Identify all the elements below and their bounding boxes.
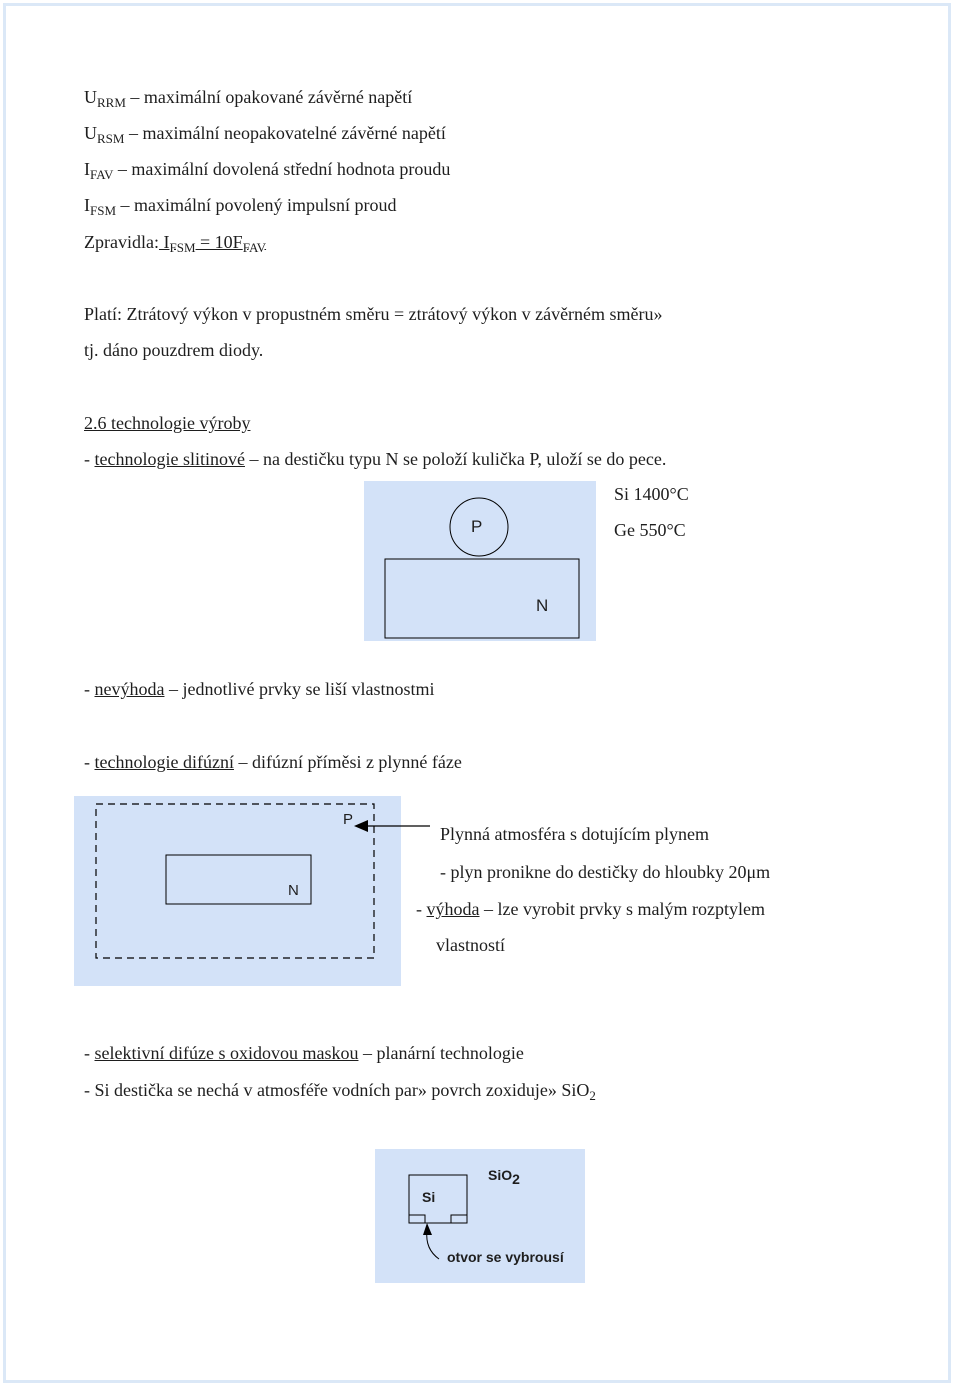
difuzni-line: - technologie difúzní – difúzní příměsi z plynné fáze (84, 752, 462, 772)
selektivni-line: - selektivní difúze s oxidovou maskou – planární technologie (84, 1043, 524, 1063)
slitinove-line: - technologie slitinové – na destičku typu N se položí kulička P, uloží se do pece. (84, 449, 667, 469)
temp-si: Si 1400°C (614, 484, 689, 504)
nevyhoda-line: - nevýhoda – jednotlivé prvky se liší vlastnostmi (84, 679, 435, 699)
hole-pointer-head (423, 1223, 432, 1235)
oxide-step-right (451, 1215, 467, 1223)
hole-pointer (427, 1231, 439, 1259)
alloy-diagram (364, 481, 596, 641)
definition-ursm: $U_{RSM}$ – maximální neopakovatelné závěrné napětí (84, 123, 446, 146)
rule-line: Zpravidla: $I_{FSM} = 10F_{FAV}$ (84, 232, 267, 255)
sio2-label: SiO2 (488, 1167, 520, 1187)
definition-ifsm: $I_{FSM}$ – maximální povolený impulsní proud (84, 195, 397, 218)
definition-urrm: $U_{RRM}$ – maximální opakované závěrné napětí (84, 87, 413, 110)
si-label: Si (422, 1189, 436, 1205)
p-ball-label: P (471, 517, 483, 536)
plati-line-2: tj. dáno pouzdrem diody. (84, 340, 264, 360)
hole-label: otvor se vybrousí (447, 1249, 564, 1265)
n-region-label: N (288, 882, 299, 899)
definition-ifav: $I_{FAV}$ – maximální dovolená střední hodnota proudu (84, 159, 451, 182)
atmosphere-arrowhead (354, 820, 368, 832)
atmosphere-text: Plynná atmosféra s dotujícím plynem (440, 824, 709, 844)
diffusion-diagram (74, 796, 434, 986)
section-title: 2.6 technologie výroby (84, 413, 251, 433)
p-diffusion-boundary (96, 804, 374, 958)
n-plate-label: N (536, 596, 549, 615)
oxide-step-left (409, 1215, 425, 1223)
penetration-text: - plyn pronikne do destičky do hloubky 20μm (440, 862, 771, 882)
temp-ge: Ge 550°C (614, 520, 686, 540)
vyhoda-continuation: vlastností (436, 935, 506, 955)
vyhoda-line: - výhoda – lze vyrobit prvky s malým rozptylem (416, 899, 765, 919)
n-plate (385, 559, 579, 638)
p-region-label: P (343, 811, 354, 828)
plati-line-1: Platí: Ztrátový výkon v propustném směru = ztrátový výkon v závěrném směru» (84, 304, 663, 324)
si-oxidation-line: - Si destička se nechá v atmosféře vodních par» povrch zoxiduje» SiO$_2$ (84, 1080, 596, 1103)
